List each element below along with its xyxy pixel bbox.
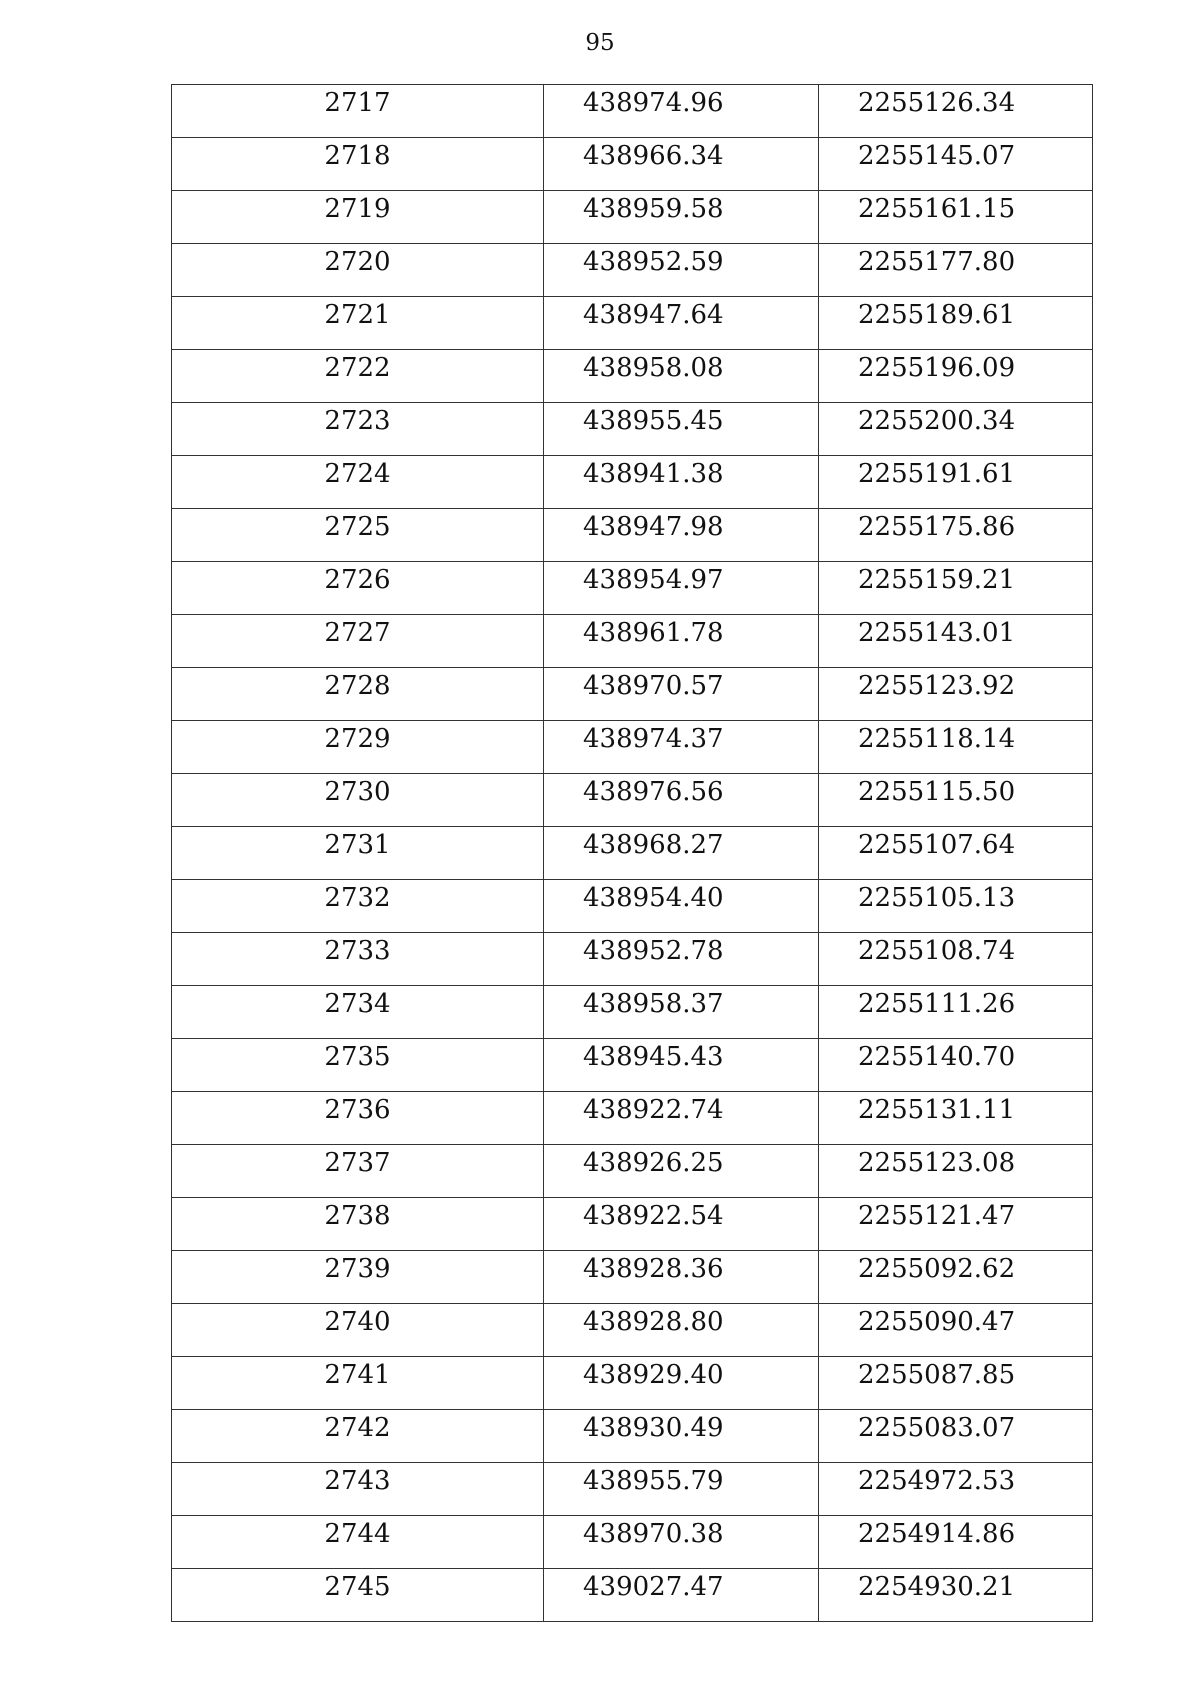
table-row <box>172 562 1093 615</box>
y-coordinate-cell <box>819 986 1093 1039</box>
table-row <box>172 1145 1093 1198</box>
point-number-cell <box>172 880 544 933</box>
y-coordinate-cell <box>819 1092 1093 1145</box>
point-number-cell <box>172 774 544 827</box>
point-number-cell <box>172 1145 544 1198</box>
table-row <box>172 1463 1093 1516</box>
x-coordinate-text: 438974.37 <box>583 724 724 754</box>
x-coordinate-text: 438961.78 <box>583 618 724 648</box>
x-coordinate-cell <box>544 1569 819 1622</box>
x-coordinate-cell <box>544 350 819 403</box>
point-number-text: 2736 <box>324 1095 391 1125</box>
x-coordinate-cell <box>544 456 819 509</box>
point-number-text: 2730 <box>324 777 391 807</box>
y-coordinate-cell <box>819 933 1093 986</box>
x-coordinate-cell <box>544 244 819 297</box>
y-coordinate-text: 2255200.34 <box>858 406 1016 436</box>
point-number-text: 2728 <box>324 671 391 701</box>
table-row <box>172 350 1093 403</box>
point-number-cell <box>172 1569 544 1622</box>
point-number-text: 2729 <box>324 724 391 754</box>
point-number-text: 2738 <box>324 1201 391 1231</box>
point-number-text: 2734 <box>324 989 391 1019</box>
y-coordinate-cell <box>819 615 1093 668</box>
y-coordinate-text: 2255196.09 <box>858 353 1016 383</box>
table-row <box>172 297 1093 350</box>
x-coordinate-text: 438974.96 <box>583 88 724 118</box>
y-coordinate-text: 2255159.21 <box>858 565 1016 595</box>
x-coordinate-cell <box>544 1145 819 1198</box>
table-row <box>172 244 1093 297</box>
x-coordinate-text: 438952.78 <box>583 936 724 966</box>
table-row <box>172 1039 1093 1092</box>
y-coordinate-cell <box>819 138 1093 191</box>
point-number-text: 2739 <box>324 1254 391 1284</box>
y-coordinate-text: 2255123.92 <box>858 671 1016 701</box>
y-coordinate-cell <box>819 297 1093 350</box>
point-number-text: 2718 <box>324 141 391 171</box>
y-coordinate-cell <box>819 1569 1093 1622</box>
y-coordinate-text: 2255140.70 <box>858 1042 1016 1072</box>
y-coordinate-text: 2255083.07 <box>858 1413 1016 1443</box>
table-row <box>172 933 1093 986</box>
x-coordinate-text: 439027.47 <box>583 1572 724 1602</box>
y-coordinate-text: 2255111.26 <box>858 989 1016 1019</box>
x-coordinate-cell <box>544 615 819 668</box>
point-number-text: 2717 <box>324 88 391 118</box>
y-coordinate-text: 2255121.47 <box>858 1201 1016 1231</box>
table-row <box>172 668 1093 721</box>
point-number-cell <box>172 1304 544 1357</box>
table-row <box>172 1198 1093 1251</box>
point-number-cell <box>172 1039 544 1092</box>
y-coordinate-text: 2255191.61 <box>858 459 1016 489</box>
y-coordinate-cell <box>819 1304 1093 1357</box>
x-coordinate-text: 438947.64 <box>583 300 724 330</box>
y-coordinate-cell <box>819 1516 1093 1569</box>
x-coordinate-text: 438930.49 <box>583 1413 724 1443</box>
point-number-text: 2741 <box>324 1360 391 1390</box>
y-coordinate-text: 2255118.14 <box>858 724 1016 754</box>
y-coordinate-text: 2255108.74 <box>858 936 1016 966</box>
y-coordinate-text: 2255105.13 <box>858 883 1016 913</box>
y-coordinate-text: 2255092.62 <box>858 1254 1016 1284</box>
x-coordinate-cell <box>544 668 819 721</box>
table-row <box>172 1569 1093 1622</box>
x-coordinate-text: 438928.80 <box>583 1307 724 1337</box>
x-coordinate-text: 438922.54 <box>583 1201 724 1231</box>
point-number-cell <box>172 1516 544 1569</box>
x-coordinate-cell <box>544 297 819 350</box>
x-coordinate-text: 438947.98 <box>583 512 724 542</box>
y-coordinate-text: 2255107.64 <box>858 830 1016 860</box>
y-coordinate-cell <box>819 350 1093 403</box>
y-coordinate-text: 2255123.08 <box>858 1148 1016 1178</box>
y-coordinate-cell <box>819 1039 1093 1092</box>
point-number-text: 2745 <box>324 1572 391 1602</box>
coordinates-table <box>171 84 1093 1622</box>
y-coordinate-cell <box>819 668 1093 721</box>
point-number-text: 2723 <box>324 406 391 436</box>
point-number-text: 2724 <box>324 459 391 489</box>
x-coordinate-text: 438976.56 <box>583 777 724 807</box>
x-coordinate-cell <box>544 1463 819 1516</box>
table-row <box>172 880 1093 933</box>
y-coordinate-text: 2255090.47 <box>858 1307 1016 1337</box>
point-number-cell <box>172 509 544 562</box>
point-number-text: 2720 <box>324 247 391 277</box>
point-number-cell <box>172 668 544 721</box>
y-coordinate-cell <box>819 721 1093 774</box>
x-coordinate-cell <box>544 933 819 986</box>
x-coordinate-text: 438928.36 <box>583 1254 724 1284</box>
x-coordinate-text: 438941.38 <box>583 459 724 489</box>
table-row <box>172 1304 1093 1357</box>
point-number-text: 2740 <box>324 1307 391 1337</box>
table-row <box>172 774 1093 827</box>
point-number-text: 2737 <box>324 1148 391 1178</box>
point-number-cell <box>172 1092 544 1145</box>
x-coordinate-text: 438954.40 <box>583 883 724 913</box>
point-number-cell <box>172 85 544 138</box>
table-row <box>172 721 1093 774</box>
point-number-text: 2726 <box>324 565 391 595</box>
x-coordinate-cell <box>544 1198 819 1251</box>
point-number-cell <box>172 986 544 1039</box>
table-row <box>172 138 1093 191</box>
point-number-text: 2725 <box>324 512 391 542</box>
point-number-cell <box>172 1357 544 1410</box>
y-coordinate-cell <box>819 191 1093 244</box>
y-coordinate-cell <box>819 827 1093 880</box>
point-number-text: 2744 <box>324 1519 391 1549</box>
x-coordinate-text: 438958.37 <box>583 989 724 1019</box>
x-coordinate-cell <box>544 1092 819 1145</box>
x-coordinate-cell <box>544 562 819 615</box>
y-coordinate-text: 2255126.34 <box>858 88 1016 118</box>
y-coordinate-text: 2255131.11 <box>858 1095 1016 1125</box>
y-coordinate-cell <box>819 456 1093 509</box>
point-number-text: 2727 <box>324 618 391 648</box>
x-coordinate-cell <box>544 1410 819 1463</box>
x-coordinate-text: 438952.59 <box>583 247 724 277</box>
y-coordinate-text: 2254914.86 <box>858 1519 1016 1549</box>
point-number-cell <box>172 721 544 774</box>
x-coordinate-cell <box>544 403 819 456</box>
point-number-text: 2722 <box>324 353 391 383</box>
table-row <box>172 986 1093 1039</box>
y-coordinate-text: 2255115.50 <box>858 777 1016 807</box>
x-coordinate-cell <box>544 827 819 880</box>
table-row <box>172 1251 1093 1304</box>
y-coordinate-cell <box>819 403 1093 456</box>
y-coordinate-text: 2255189.61 <box>858 300 1016 330</box>
y-coordinate-text: 2254930.21 <box>858 1572 1016 1602</box>
y-coordinate-text: 2255145.07 <box>858 141 1016 171</box>
x-coordinate-cell <box>544 1516 819 1569</box>
point-number-cell <box>172 1198 544 1251</box>
x-coordinate-text: 438959.58 <box>583 194 724 224</box>
point-number-text: 2721 <box>324 300 391 330</box>
x-coordinate-text: 438929.40 <box>583 1360 724 1390</box>
x-coordinate-text: 438945.43 <box>583 1042 724 1072</box>
table-row <box>172 1516 1093 1569</box>
y-coordinate-cell <box>819 1145 1093 1198</box>
table-row <box>172 191 1093 244</box>
table-row <box>172 1092 1093 1145</box>
x-coordinate-text: 438970.57 <box>583 671 724 701</box>
y-coordinate-cell <box>819 1463 1093 1516</box>
x-coordinate-cell <box>544 986 819 1039</box>
point-number-cell <box>172 244 544 297</box>
y-coordinate-cell <box>819 562 1093 615</box>
point-number-cell <box>172 615 544 668</box>
x-coordinate-text: 438955.45 <box>583 406 724 436</box>
point-number-cell <box>172 827 544 880</box>
y-coordinate-text: 2255087.85 <box>858 1360 1016 1390</box>
y-coordinate-cell <box>819 1357 1093 1410</box>
point-number-cell <box>172 403 544 456</box>
page-number: 95 <box>585 30 615 56</box>
table-row <box>172 615 1093 668</box>
x-coordinate-cell <box>544 880 819 933</box>
y-coordinate-text: 2255177.80 <box>858 247 1016 277</box>
y-coordinate-text: 2255161.15 <box>858 194 1016 224</box>
x-coordinate-text: 438966.34 <box>583 141 724 171</box>
x-coordinate-text: 438970.38 <box>583 1519 724 1549</box>
point-number-text: 2719 <box>324 194 391 224</box>
x-coordinate-cell <box>544 774 819 827</box>
y-coordinate-cell <box>819 1410 1093 1463</box>
x-coordinate-cell <box>544 1357 819 1410</box>
point-number-text: 2732 <box>324 883 391 913</box>
point-number-cell <box>172 1251 544 1304</box>
x-coordinate-cell <box>544 1304 819 1357</box>
x-coordinate-text: 438926.25 <box>583 1148 724 1178</box>
y-coordinate-text: 2255175.86 <box>858 512 1016 542</box>
y-coordinate-cell <box>819 244 1093 297</box>
point-number-text: 2735 <box>324 1042 391 1072</box>
x-coordinate-cell <box>544 191 819 244</box>
table-row <box>172 509 1093 562</box>
point-number-cell <box>172 562 544 615</box>
point-number-cell <box>172 350 544 403</box>
point-number-cell <box>172 297 544 350</box>
point-number-cell <box>172 1463 544 1516</box>
table-row <box>172 827 1093 880</box>
x-coordinate-text: 438955.79 <box>583 1466 724 1496</box>
x-coordinate-text: 438954.97 <box>583 565 724 595</box>
x-coordinate-text: 438958.08 <box>583 353 724 383</box>
y-coordinate-text: 2255143.01 <box>858 618 1016 648</box>
point-number-cell <box>172 138 544 191</box>
point-number-cell <box>172 1410 544 1463</box>
y-coordinate-cell <box>819 1251 1093 1304</box>
y-coordinate-cell <box>819 85 1093 138</box>
table-row <box>172 403 1093 456</box>
table-row <box>172 456 1093 509</box>
y-coordinate-cell <box>819 880 1093 933</box>
y-coordinate-cell <box>819 509 1093 562</box>
x-coordinate-cell <box>544 138 819 191</box>
x-coordinate-cell <box>544 721 819 774</box>
coordinates-table-body <box>172 85 1093 1622</box>
x-coordinate-cell <box>544 1039 819 1092</box>
table-row <box>172 1410 1093 1463</box>
x-coordinate-cell <box>544 1251 819 1304</box>
table-row <box>172 85 1093 138</box>
y-coordinate-cell <box>819 774 1093 827</box>
point-number-text: 2731 <box>324 830 391 860</box>
x-coordinate-cell <box>544 85 819 138</box>
point-number-cell <box>172 191 544 244</box>
x-coordinate-text: 438968.27 <box>583 830 724 860</box>
x-coordinate-text: 438922.74 <box>583 1095 724 1125</box>
point-number-cell <box>172 933 544 986</box>
point-number-cell <box>172 456 544 509</box>
y-coordinate-cell <box>819 1198 1093 1251</box>
table-row <box>172 1357 1093 1410</box>
point-number-text: 2742 <box>324 1413 391 1443</box>
point-number-text: 2733 <box>324 936 391 966</box>
y-coordinate-text: 2254972.53 <box>858 1466 1016 1496</box>
point-number-text: 2743 <box>324 1466 391 1496</box>
x-coordinate-cell <box>544 509 819 562</box>
